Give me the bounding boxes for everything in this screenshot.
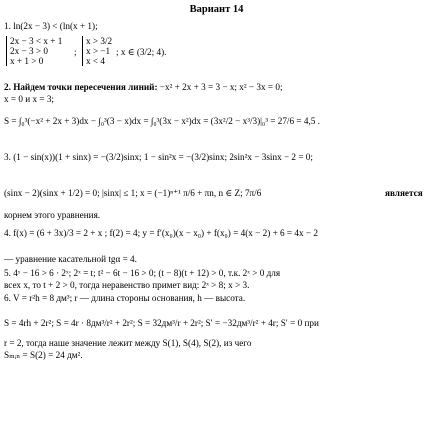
system-2-row: x < 4: [86, 56, 105, 67]
problem-1-answer: ; x ∈ (3/2; 4).: [116, 47, 167, 57]
problem-5-line-2: всех x, то t + 2 > 0, тогда неравенство примет вид: 2ˣ > 8; x > 3.: [4, 280, 250, 290]
problem-4-line-1: 4. f(x) = (6 + 3x)/3 = 2 + x ; f(2) = 4; y = f′(x₀)(x − x₀) + f(x₀) = 4(x − 2) + 6 = 4x − 2: [4, 228, 318, 238]
system-1-row: 2x − 3 < x + 1: [10, 36, 63, 46]
system-1-row: x + 1 > 0: [10, 56, 44, 67]
problem-2-integral: S = ∫₀³(−x² + 2x + 3)dx − ∫₀³(3 − x)dx = ∫₀³(3x − x²)dx = (3x²/2 − x³/3)|₀³ = 27/6 = 4,5 .: [4, 116, 320, 126]
problem-1-header: 1. ln(2x − 3) < (ln(x + 1);: [4, 21, 98, 31]
problem-6-line-2: S = 4rh + 2r²; S = 4r · 8дм³/r² + 2r²; S = 32дм³/r + 2r²; S′ = −32дм³/r² + 4r; S′ = 0 при: [4, 318, 319, 328]
problem-1-system-1: [6, 36, 62, 66]
problem-2-heading: 2. Найдем точки пересечения линий:: [4, 82, 158, 92]
problem-3-line-2: (sinx − 2)(sinx + 1/2) = 0; |sinx| ≤ 1; x = (−1)ⁿ⁺¹ π/6 + πn, n ∈ Z; 7π/6: [4, 188, 262, 198]
problem-4-line-2: — уравнение касательной tgα = 4.: [4, 254, 137, 264]
problem-3-line-3: корнем этого уравнения.: [4, 210, 101, 220]
page-title: Вариант 14: [189, 4, 244, 15]
problem-6-line-4: Sₘᵢₙ = S(2) = 24 дм².: [4, 350, 83, 360]
problem-3-line-2-tail: является: [385, 188, 423, 198]
system-separator: ;: [74, 47, 77, 57]
problem-6-line-1: 6. V = r²h = 8 дм³; r — длина стороны основания, h — высота.: [4, 293, 246, 303]
system-2-row: x > 3/2: [86, 36, 113, 46]
system-1-row: 2x − 3 > 0: [10, 46, 48, 57]
problem-2-header: [4, 82, 283, 93]
system-2-row: x > −1: [86, 46, 111, 57]
problem-6-line-3: r = 2, тогда наше значение лежит между S(1), S(4), S(2), из чего: [4, 338, 252, 348]
problem-1-system-2: [82, 36, 112, 66]
problem-2-equation: −x² + 2x + 3 = 3 − x; x² − 3x = 0;: [157, 82, 283, 92]
problem-5-line-1: 5. 4ˣ − 16 > 6 · 2ˣ; 2ˣ = t; t² − 6t − 16 > 0; (t − 8)(t + 12) > 0, т.к. 2ˣ > 0 для: [4, 268, 281, 278]
problem-3-line-1: 3. (1 − sin(x))(1 + sinx) = −(3/2)sinx; 1 − sin²x = −(3/2)sinx; 2sin²x − 3sinx − 2 = 0;: [4, 152, 313, 162]
problem-2-roots: x = 0 и x = 3;: [4, 94, 54, 104]
